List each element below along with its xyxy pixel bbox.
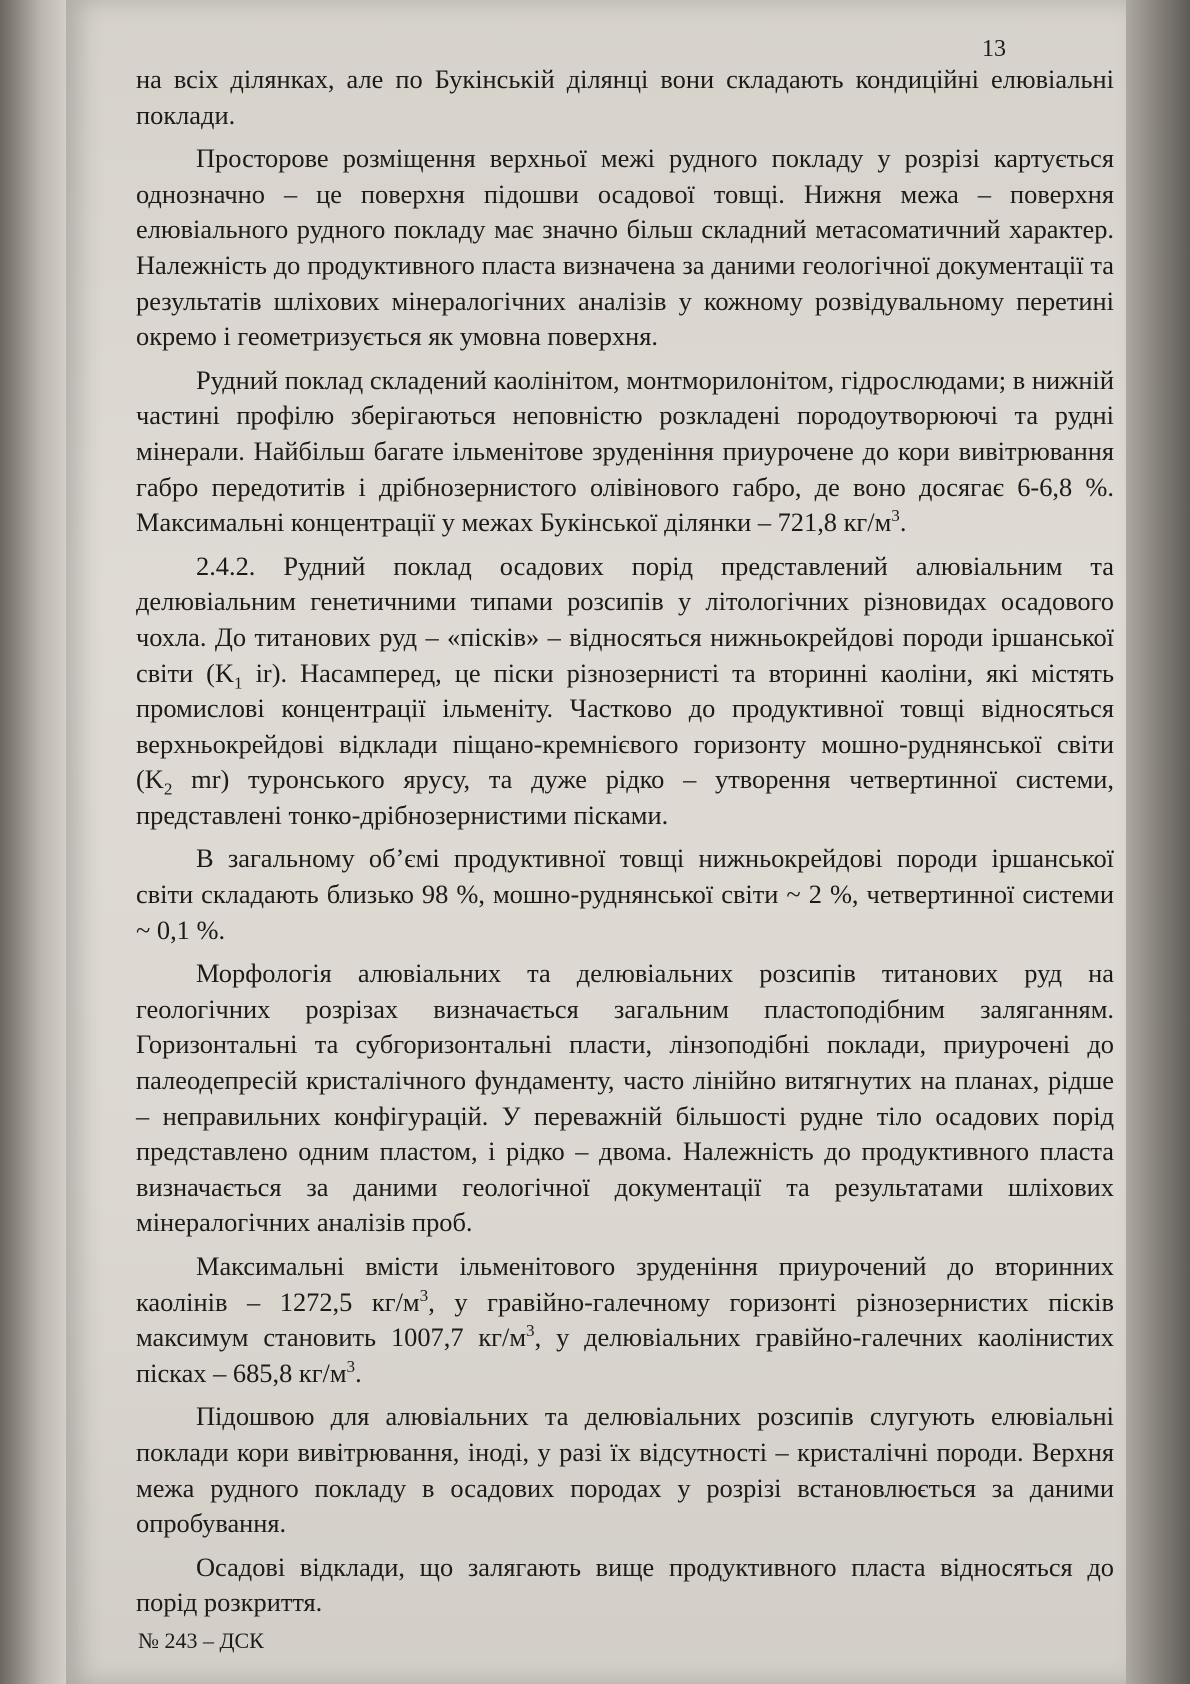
body-text <box>136 62 1114 1621</box>
page-number: 13 <box>982 36 1006 62</box>
text-run: Рудний поклад складений каолінітом, монтморилонітом, гідрослюдами; в нижній частині профілю зберігаються неповністю розкладені породоутворюючі та рудні мінерали. Найбільш багате ільменітове зруденіння приурочене до кори вивітрювання габро передотитів і дрібнозернистого олівінового габро, де воно досягає 6-6,8 %. Максимальні концентрації у межах Букінської ділянки – 721,8 кг/м <box>136 364 1114 538</box>
text-run: на всіх ділянках, але по Букінській ділянці вони складають кондиційні елювіальні поклади. <box>136 64 1114 130</box>
paragraph <box>136 62 1114 133</box>
text-run: Морфологія алювіальних та делювіальних розсипів титанових руд на геологічних розрізах визначається загальним пластоподібним заляганням. Горизонтальні та субгоризонтальні пласти, лінзоподібні поклади, приурочені до палеодепресій кристалічного фундаменту, часто лінійно витягнутих на планах, рідше – неправильних конфігурацій. У переважній більшості рудне тіло осадових порід представлено одним пластом, і рідко – двома. Належність до продуктивного пласта визначається за даними геологічної документації та результатами шліхових мінералогічних аналізів проб. <box>136 958 1114 1238</box>
superscript: 3 <box>526 1321 535 1341</box>
paragraph <box>136 841 1114 948</box>
superscript: 3 <box>891 506 900 526</box>
text-run: , у гравійно-галечному горизонті різнозернистих пісків максимум становить 1007,7 кг/м <box>136 1286 1114 1353</box>
subscript: 2 <box>163 779 173 799</box>
text-run: В загальному об’ємі продуктивної товщі нижньокрейдові породи іршанської світи складають близько 98 %, мошно-руднянської світи ~ 2 %, четвертинної системи ~ 0,1 %. <box>136 843 1114 945</box>
text-run: , у делювіальних гравійно-галечних каолінистих пісках – 685,8 кг/м <box>136 1322 1114 1388</box>
superscript: 3 <box>419 1285 429 1305</box>
text-run: Осадові відклади, що залягають вище продуктивного пласта відносяться до порід розкриття. <box>136 1551 1114 1618</box>
paragraph <box>136 1399 1114 1541</box>
text-run: 2.4.2. Рудний поклад осадових порід представлений алювіальним та делювіальним генетичними типами розсипів у літологічних різновидах осадового чохла. До титанових руд – «пісків» – відносяться нижньокрейдові породи іршанської світи (K <box>136 550 1114 688</box>
text-run: . <box>355 1357 362 1388</box>
paragraph <box>136 549 1114 834</box>
text-run: Підошвою для алювіальних та делювіальних розсипів слугують елювіальні поклади кори вивітрювання, іноді, у разі їх відсутності – кристалічні породи. Верхня межа рудного покладу в осадових породах у розрізі встановлюється за даними опробування. <box>136 1401 1114 1539</box>
paragraph <box>136 1249 1114 1391</box>
text-run: mr) туронського ярусу, та дуже рідко – утворення четвертинної системи, представлені тонко-дрібнозернистими пісками. <box>136 764 1114 830</box>
text-run: . <box>899 507 907 538</box>
text-run: Просторове розміщення верхньої межі рудного покладу у розрізі картується однозначно – це поверхня підошви осадової товщі. Нижня межа – поверхня елювіального рудного покладу має значно більш складний метасоматичний характер. Належність до продуктивного пласта визначена за даними геологічної документації та результатів шліхових мінералогічних аналізів у кожному розвідувальному перетині окремо і геометризується як умовна поверхня. <box>136 143 1114 352</box>
superscript: 3 <box>346 1356 356 1376</box>
footer-classification: № 243 – ДСК <box>138 1628 264 1653</box>
paragraph <box>136 956 1114 1241</box>
subscript: 1 <box>234 672 243 692</box>
paragraph <box>136 1550 1114 1621</box>
paragraph <box>136 141 1114 355</box>
text-run: ir). Насамперед, це піски різнозернисті та вторинні каоліни, які містять промислові концентрації ільменіту. Частково до продуктивної товщі відносяться верхньокрейдові відклади піщано-кремнієвого горизонту мошно-руднянської світи (K <box>136 657 1114 795</box>
document-page <box>66 0 1126 1684</box>
text-run: Максимальні вмісти ільменітового зруденіння приурочений до вторинних каолінів – 1272,5 кг/м <box>136 1251 1114 1317</box>
paragraph <box>136 363 1114 541</box>
